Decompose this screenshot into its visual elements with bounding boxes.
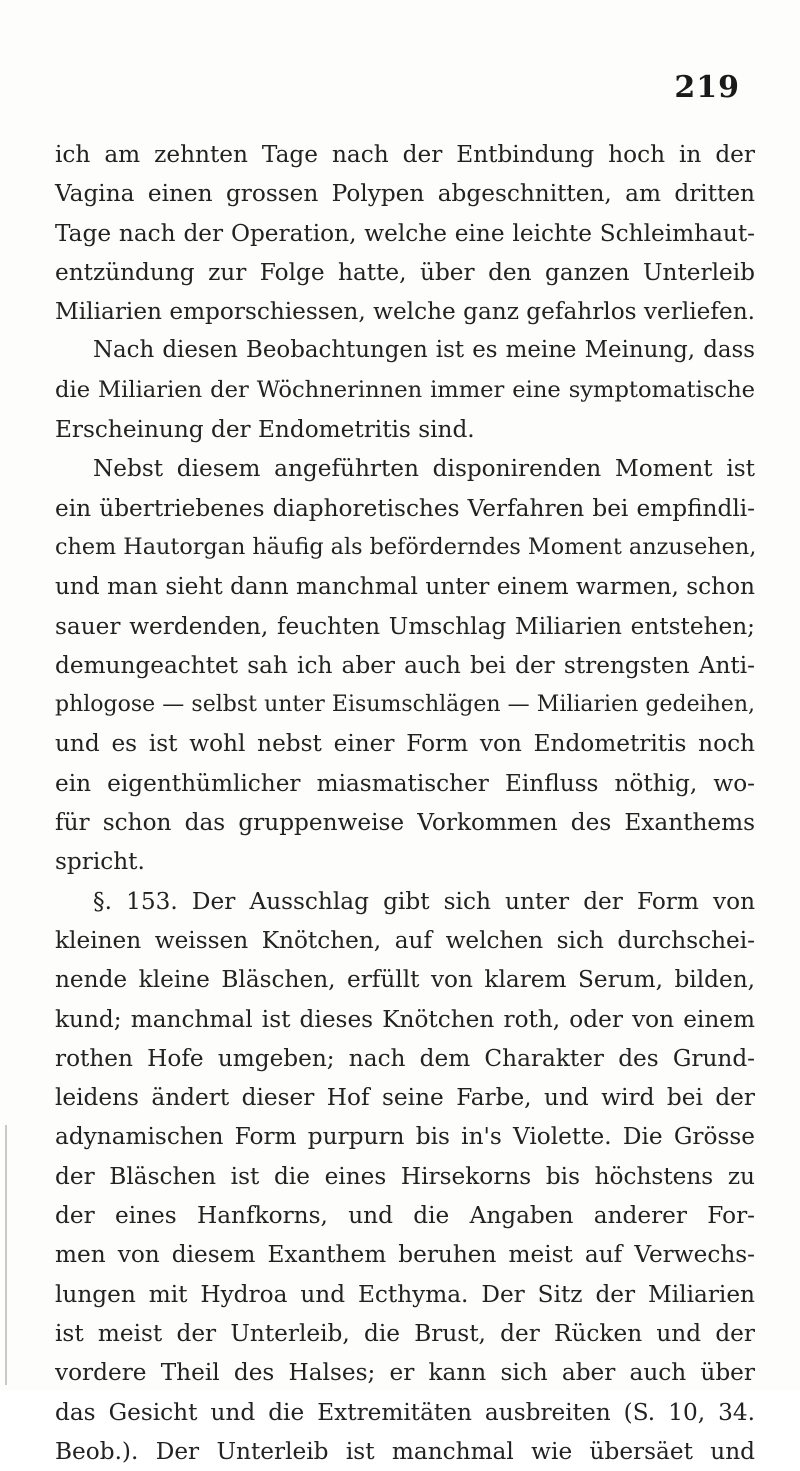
body-text xyxy=(55,135,755,1471)
text-line: ich am zehnten Tage nach der Entbindung hoch in der xyxy=(55,141,755,168)
text-line: nende kleine Bläschen, erfüllt von klarem Serum, bilden, xyxy=(55,966,755,994)
text-line: Tage nach der Operation, welche eine leichte Schleimhaut- xyxy=(55,219,755,247)
text-line: der Bläschen ist die eines Hirsekorns bis höchstens zu xyxy=(55,1162,755,1190)
text-line: Beob.). Der Unterleib ist manchmal wie übersäet und xyxy=(55,1437,755,1465)
text-line: ein eigenthümlicher miasmatischer Einfluss nöthig, wo- xyxy=(55,769,755,797)
text-line: phlogose — selbst unter Eisumschlägen — Miliarien gedeihen, xyxy=(55,692,755,718)
text-line: §. 153. Der Ausschlag gibt sich unter der Form von xyxy=(93,887,755,915)
text-line: Nach diesen Beobachtungen ist es meine Meinung, dass xyxy=(93,337,755,364)
text-line: der eines Hanfkorns, und die Angaben anderer For- xyxy=(55,1202,755,1230)
text-line: spricht. xyxy=(55,848,145,876)
text-line: rothen Hofe umgeben; nach dem Charakter des Grund- xyxy=(55,1044,755,1072)
text-line: adynamischen Form purpurn bis in's Violette. Die Grösse xyxy=(55,1123,755,1151)
text-line: Nebst diesem angeführten disponirenden Moment ist xyxy=(93,455,755,483)
text-line: und es ist wohl nebst einer Form von Endometritis noch xyxy=(55,730,755,758)
text-line: Miliarien emporschiessen, welche ganz gefahrlos verliefen. xyxy=(55,298,755,326)
text-line: ein übertriebenes diaphoretisches Verfahren bei empfindli- xyxy=(55,494,755,522)
text-line: das Gesicht und die Extremitäten ausbreiten (S. 10, 34. xyxy=(55,1398,755,1426)
text-line: für schon das gruppenweise Vorkommen des Exanthems xyxy=(55,809,755,837)
text-line: sauer werdenden, feuchten Umschlag Miliarien entstehen; xyxy=(55,612,755,640)
page-edge-shadow xyxy=(5,1125,7,1385)
text-line: die Miliarien der Wöchnerinnen immer eine symptomatische xyxy=(55,376,755,403)
text-line: vordere Theil des Halses; er kann sich aber auch über xyxy=(55,1359,755,1387)
text-line: demungeachtet sah ich aber auch bei der strengsten Anti- xyxy=(55,651,755,679)
text-line: kund; manchmal ist dieses Knötchen roth, oder von einem xyxy=(55,1005,755,1033)
text-line: und man sieht dann manchmal unter einem warmen, schon xyxy=(55,573,755,601)
text-line: leidens ändert dieser Hof seine Farbe, und wird bei der xyxy=(55,1084,755,1112)
text-line: Erscheinung der Endometritis sind. xyxy=(55,416,475,444)
text-line: entzündung zur Folge hatte, über den ganzen Unterleib xyxy=(55,258,755,286)
text-line: ist meist der Unterleib, die Brust, der Rücken und der xyxy=(55,1319,755,1347)
text-line: lungen mit Hydroa und Ecthyma. Der Sitz der Miliarien xyxy=(55,1280,755,1308)
text-line: kleinen weissen Knötchen, auf welchen sich durchschei- xyxy=(55,926,755,954)
text-line: Vagina einen grossen Polypen abgeschnitten, am dritten xyxy=(55,180,755,208)
page-number: 219 xyxy=(674,70,740,105)
text-line: men von diesem Exanthem beruhen meist auf Verwechs- xyxy=(55,1241,755,1269)
text-line: chem Hautorgan häufig als beförderndes Moment anzusehen, xyxy=(55,533,757,560)
